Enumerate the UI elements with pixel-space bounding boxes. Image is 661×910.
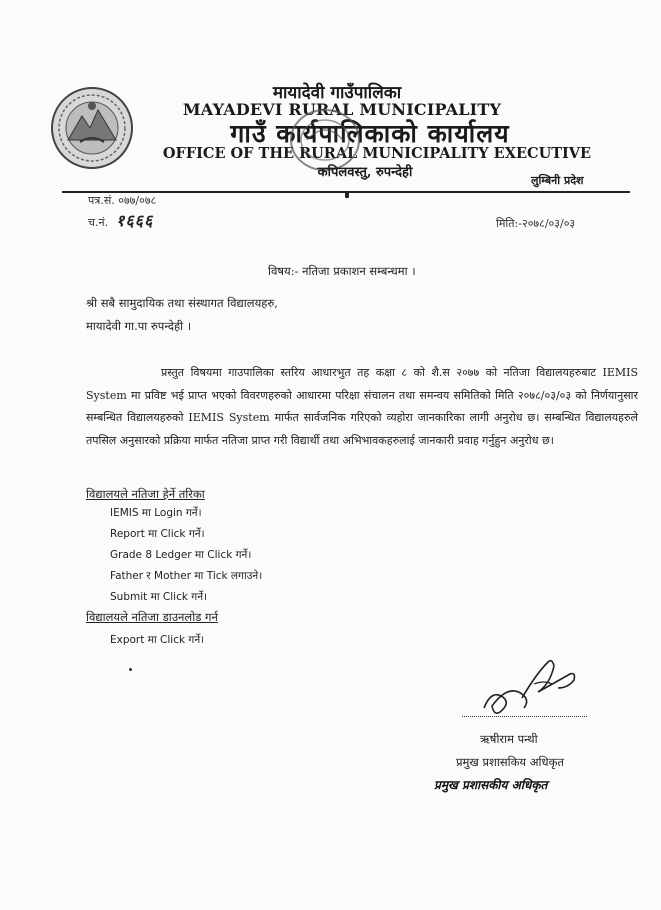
divider-mark bbox=[345, 192, 349, 198]
view-step-5: Submit मा Click गर्ने। bbox=[110, 591, 207, 603]
addressee-line-2: मायादेवी गा.पा रुपन्देही । bbox=[86, 319, 192, 333]
office-title-np: गाउँ कार्यपालिकाको कार्यालय bbox=[230, 119, 510, 148]
stray-mark bbox=[129, 668, 132, 671]
body-paragraph: प्रस्तुत विषयमा गाउपालिका स्तरिय आधारभुत तह कक्षा ८ को शै.स २०७७ को नतिजा विद्यालयहरुबाट IEMIS System मा प्रविष्ट भई प्राप्त भएको विवरणहरुको आधारमा परिक्षा संचालन तथा समन्वय समितिको मिति २०७८/०३/०३ को निर्णयानुसार सम्बन्धित विद्यालयहरुको IEMIS System मार्फत सार्वजनिक गरिएको व्यहोरा जानकारिका लागी अनुरोध छ। सम्बन्धित विद्यालयहरुले तपसिल अनुसारको प्रक्रिया मार्फत नतिजा प्राप्त गरी विद्यार्थी तथा अभिभावकहरुलाई जानकारी प्रवाह गर्नुहुन अनुरोध छ। bbox=[86, 366, 638, 447]
signatory-name: ऋषीराम पन्थी bbox=[480, 732, 538, 746]
emblem-logo-icon bbox=[50, 86, 134, 170]
designation-stamp: प्रमुख प्रशासकीय अधिकृत bbox=[434, 778, 548, 792]
municipality-name-np: मायादेवी गाउँपालिका bbox=[272, 83, 402, 103]
download-step-1: Export मा Click गर्ने। bbox=[110, 634, 205, 646]
view-procedure-heading: विद्यालयले नतिजा हेर्ने तरिका bbox=[86, 487, 205, 501]
view-step-3: Grade 8 Ledger मा Click गर्ने। bbox=[110, 549, 252, 561]
download-procedure-heading: विद्यालयले नतिजा डाउनलोड गर्न bbox=[86, 610, 218, 624]
letter-subject: विषय:- नतिजा प्रकाशन सम्बन्धमा । bbox=[268, 264, 416, 278]
dispatch-number-handwritten: १६६६ bbox=[116, 211, 154, 230]
province-name: लुम्बिनी प्रदेश bbox=[531, 174, 584, 187]
municipality-name-en: MAYADEVI RURAL MUNICIPALITY bbox=[182, 100, 502, 119]
signature-drawing bbox=[478, 654, 588, 718]
view-step-4: Father र Mother मा Tick लगाउने। bbox=[110, 570, 263, 582]
signature-line bbox=[462, 716, 587, 717]
office-title-en: OFFICE OF THE RURAL MUNICIPALITY EXECUTIVE bbox=[162, 145, 592, 162]
letter-date: मिति:-२०७८/०३/०३ bbox=[496, 217, 576, 230]
view-step-2: Report मा Click गर्ने। bbox=[110, 528, 205, 540]
office-address: कपिलवस्तु, रुपन्देही bbox=[317, 165, 413, 180]
view-step-1: IEMIS मा Login गर्ने। bbox=[110, 507, 202, 519]
dispatch-label: च.नं. bbox=[88, 216, 109, 229]
signatory-designation: प्रमुख प्रशासकिय अधिकृत bbox=[456, 755, 564, 769]
addressee-line-1: श्री सबै सामुदायिक तथा संस्थागत विद्यालयहरु, bbox=[86, 296, 278, 310]
letter-reference-number: पत्र.सं. ०७७/०७८ bbox=[88, 194, 157, 207]
